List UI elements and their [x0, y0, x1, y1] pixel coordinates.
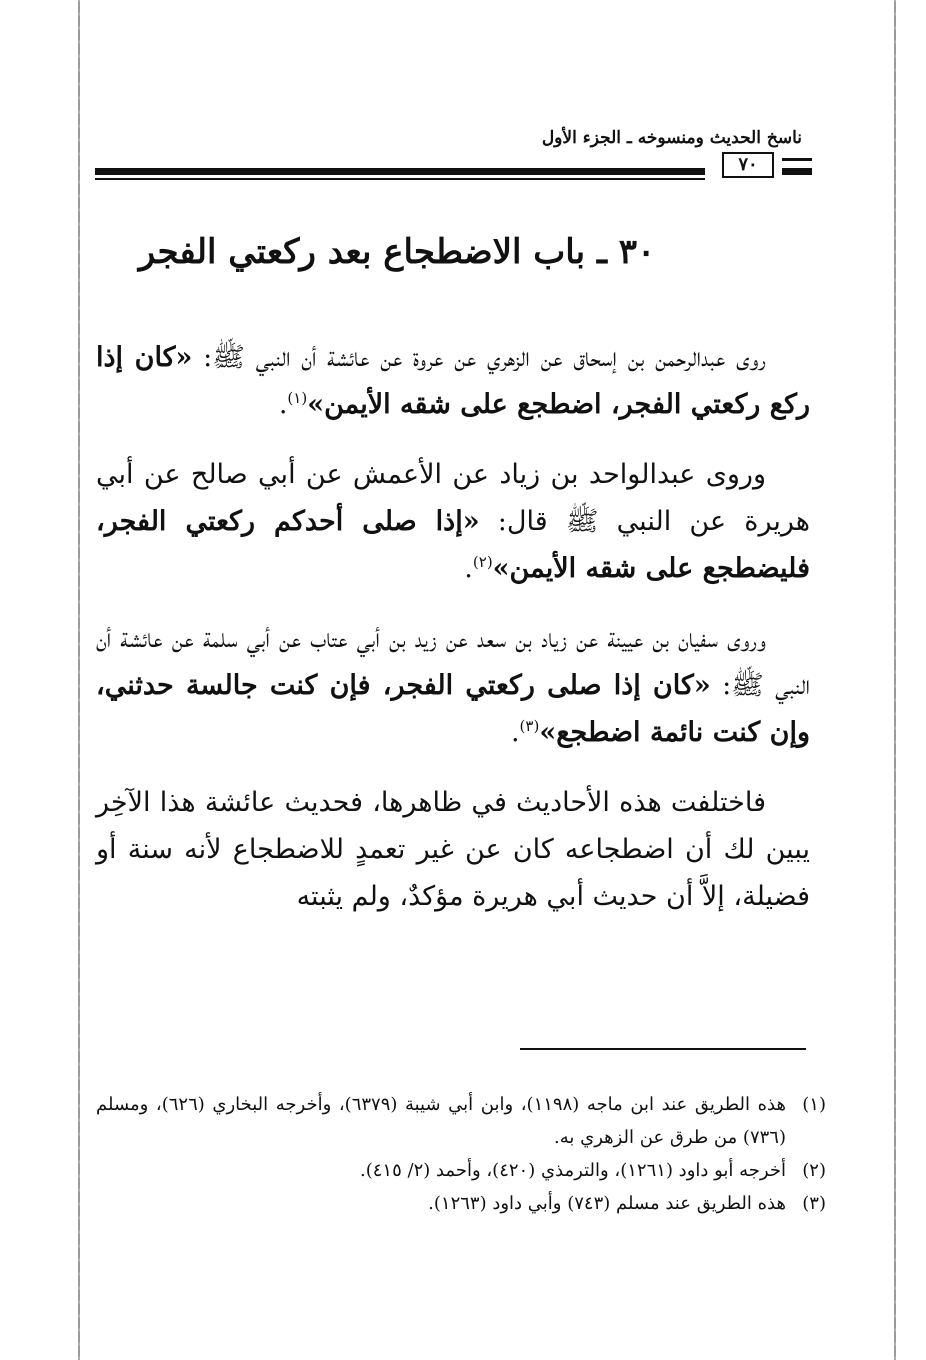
chapter-title: ٣٠ ـ باب الاضطجاع بعد ركعتي الفجر — [138, 232, 656, 272]
header-ornament — [782, 168, 812, 175]
footnote-number: (١) — [802, 1094, 826, 1115]
paragraph-text: وروى عبدالواحد بن زياد عن الأعمش عن أبي صالح عن أبي هريرة عن النبي ﷺ قال: — [96, 459, 810, 537]
paragraph-text: روى عبدالرحمن بن إسحاق عن الزهري عن عروة عن عائشة أن النبي ﷺ: — [192, 342, 766, 373]
footnote-ref-2[interactable]: (٢) — [472, 553, 493, 571]
footnote-ref-1[interactable]: (١) — [287, 389, 308, 407]
header-rule — [95, 168, 705, 175]
footnote-1 — [96, 1088, 826, 1154]
scan-edge-left — [78, 0, 80, 1360]
body-text — [96, 334, 810, 943]
footnote-text: هذه الطريق عند مسلم (٧٤٣) وأبي داود (١٢٦٣). — [428, 1193, 786, 1214]
running-header: ناسخ الحديث ومنسوخه ـ الجزء الأول — [541, 128, 802, 148]
page-number: ٧٠ — [722, 152, 774, 178]
footnote-3 — [96, 1187, 826, 1220]
paragraph-end: . — [510, 717, 520, 748]
footnote-ref-3[interactable]: (٣) — [519, 717, 540, 735]
footnote-number: (٢) — [802, 1160, 826, 1181]
hadith-quote: «كان إذا ركع ركعتي الفجر، اضطجع على شقه الأيمن» — [96, 342, 810, 420]
header-rule-thin — [95, 178, 705, 180]
footnote-number: (٣) — [802, 1193, 826, 1214]
paragraph-2 — [96, 451, 810, 592]
footnote-text: أخرجه أبو داود (١٢٦١)، والترمذي (٤٢٠)، وأحمد (٢/ ٤١٥). — [360, 1160, 786, 1181]
scan-edge-right — [894, 0, 896, 1360]
footnote-2 — [96, 1154, 826, 1187]
footnote-text: هذه الطريق عند ابن ماجه (١١٩٨)، وابن أبي شيبة (٦٣٧٩)، وأخرجه البخاري (٦٢٦)، ومسلم (٧٣٦) من طرق عن الزهري به. — [96, 1094, 786, 1148]
paragraph-text: وروى سفيان بن عيينة عن زياد بن سعد عن زيد بن أبي عتاب عن أبي سلمة عن عائشة أن النبي ﷺ: — [96, 623, 810, 701]
paragraph-end: . — [278, 389, 288, 420]
paragraph-3 — [96, 615, 810, 756]
paragraph-1 — [96, 334, 810, 428]
header-ornament-thin — [782, 158, 812, 161]
paragraph-text: فاختلفت هذه الأحاديث في ظاهرها، فحديث عائشة هذا الآخِر يبين لك أن اضطجاعه كان عن غير تعمدٍ للاضطجاع لأنه سنة أو فضيلة، إلاَّ أن حديث أبي هريرة مؤكدٌ، ولم يثبته — [96, 787, 810, 912]
hadith-quote: «إذا صلى أحدكم ركعتي الفجر، فليضطجع على شقه الأيمن» — [96, 506, 810, 584]
footnotes — [96, 1088, 826, 1220]
paragraph-end: . — [464, 553, 473, 584]
footnote-separator — [520, 1048, 806, 1050]
hadith-quote: «كان إذا صلى ركعتي الفجر، فإن كنت جالسة حدثني، وإن كنت نائمة اضطجع» — [96, 670, 810, 748]
paragraph-4 — [96, 779, 810, 920]
